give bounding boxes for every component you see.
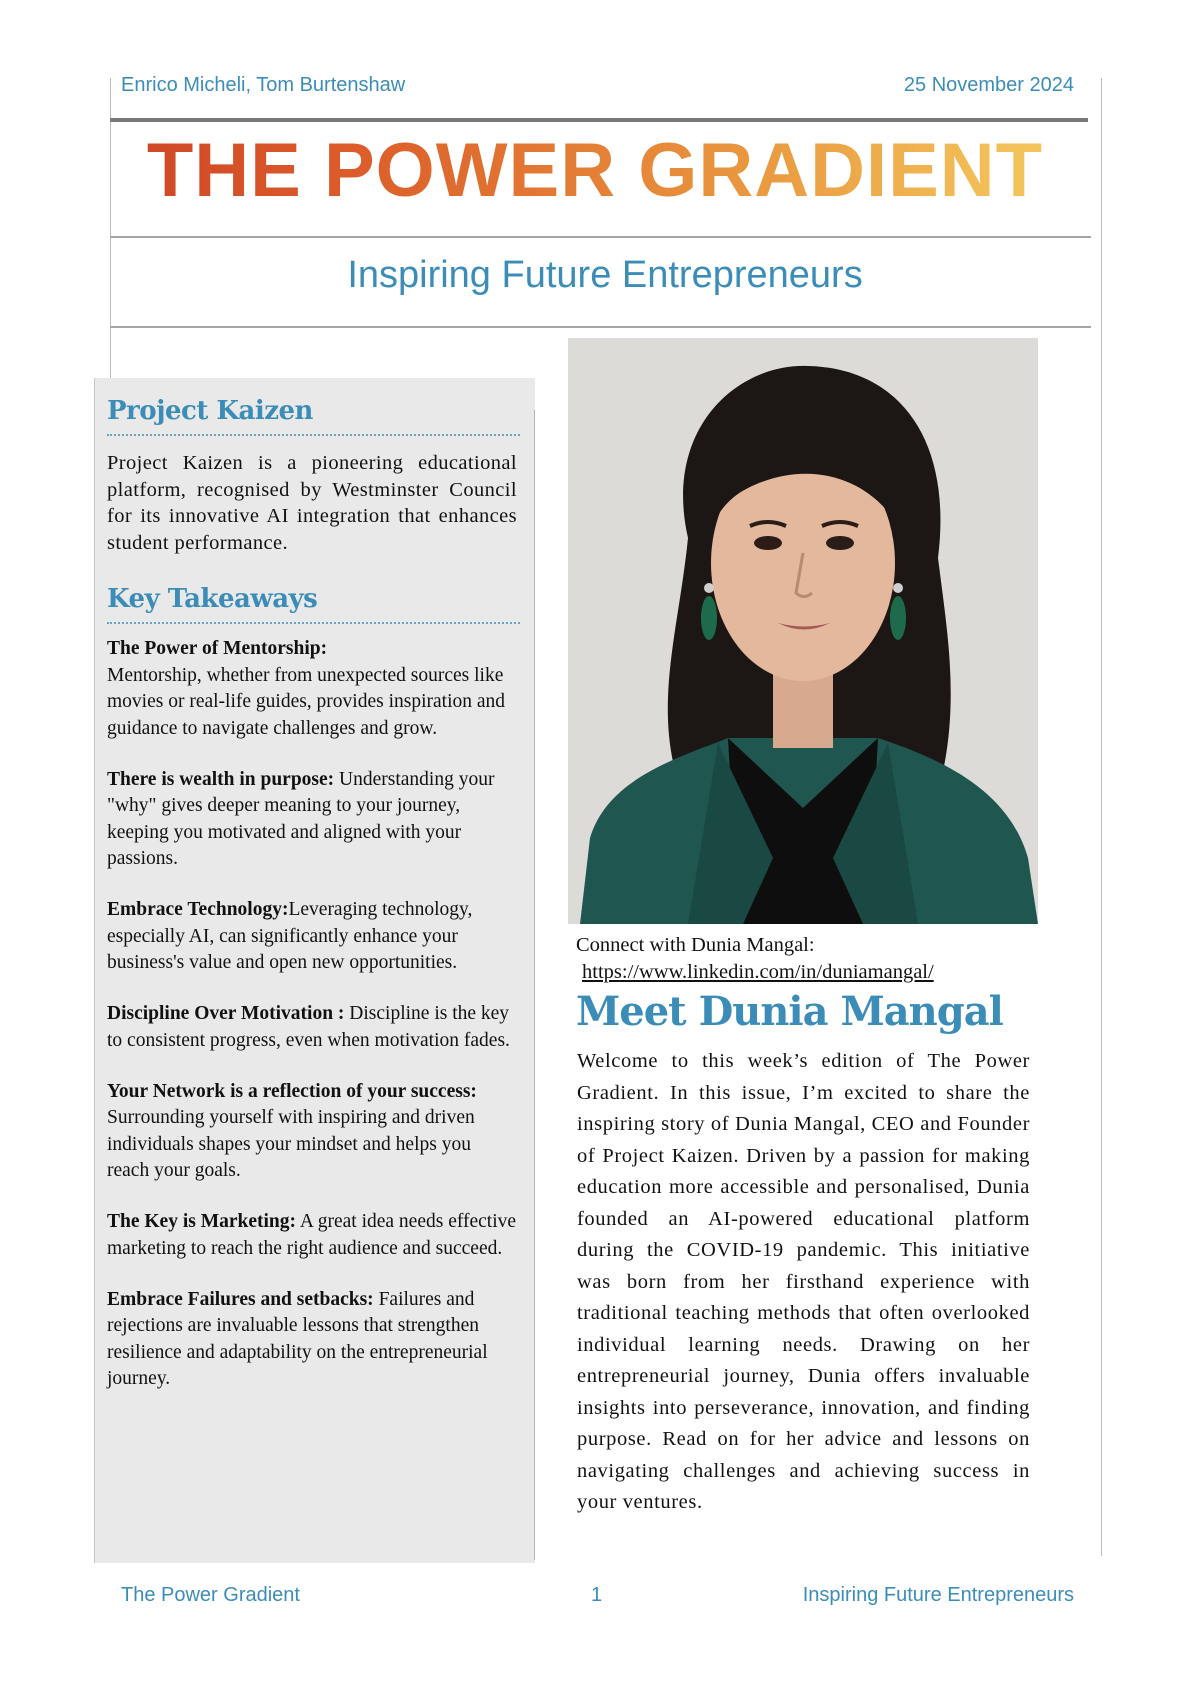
masthead-rule (110, 236, 1091, 238)
takeaway-title: Embrace Failures and setbacks: (107, 1288, 374, 1310)
takeaway-text: A great idea needs effective marketing to reach the right audience and succeed. (107, 1211, 517, 1259)
takeaway-text: Discipline is the key to consistent progress, even when motivation fades. (107, 1003, 510, 1051)
takeaway-text: Understanding your "why" gives deeper meaning to your journey, keeping you motivated and aligned with your passions. (107, 768, 495, 869)
takeaway-text: Mentorship, whether from unexpected sources like movies or real-life guides, provides inspiration and guidance to navigate challenges and grow. (107, 664, 506, 739)
takeaway-item (107, 1001, 517, 1054)
takeaway-item (107, 897, 517, 977)
takeaway-title: The Power of Mentorship: (107, 638, 328, 659)
article-intro: Welcome to this week’s edition of The Power Gradient. In this issue, I’m excited to share the inspiring story of Dunia Mangal, CEO and Founder of Project Kaizen. Driven by a passion for making education more accessible and personalised, Dunia founded an AI-powered educational platform during the COVID-19 pandemic. This initiative was born from her firsthand experience with traditional teaching methods that often overlooked individual learning needs. Drawing on her entrepreneurial journey, Dunia offers invaluable insights into perseverance, innovation, and finding purpose. Read on for her advice and lessons on navigating challenges and achieving success in your ventures. (577, 1050, 1030, 1513)
dotted-divider (107, 622, 520, 624)
footer-page-number: 1 (591, 1584, 603, 1606)
takeaway-text: Failures and rejections are invaluable lessons that strengthen resilience and adaptability on the entrepreneurial journey. (107, 1288, 488, 1389)
portrait-photo (568, 338, 1038, 924)
header-authors: Enrico Micheli, Tom Burtenshaw (121, 74, 406, 96)
article-title: Meet Dunia Mangal (576, 988, 1003, 1035)
takeaways-heading: Key Takeaways (107, 584, 318, 614)
takeaway-text: Leveraging technology, especially AI, can significantly enhance your business's value and open new opportunities. (107, 899, 473, 973)
takeaway-item (107, 1287, 517, 1393)
takeaway-title: Discipline Over Motivation : (107, 1003, 345, 1024)
header-date: 25 November 2024 (903, 74, 1074, 96)
project-heading: Project Kaizen (107, 396, 313, 426)
takeaways-list (107, 636, 517, 1393)
connect-label: Connect with Dunia Mangal: (576, 934, 815, 956)
header-rule (110, 118, 1088, 122)
takeaway-title: The Key is Marketing: (107, 1211, 297, 1232)
dotted-divider (107, 434, 520, 436)
right-margin-line (1101, 78, 1102, 1556)
page-subtitle: Inspiring Future Entrepreneurs (347, 254, 863, 296)
takeaway-item (107, 636, 517, 742)
subtitle-rule (110, 326, 1091, 328)
sidebar-edge-line (534, 410, 535, 1560)
takeaway-title: There is wealth in purpose: (107, 768, 335, 790)
footer-publication: The Power Gradient (121, 1584, 300, 1606)
linkedin-link[interactable]: https://www.linkedin.com/in/duniamangal/ (582, 961, 934, 983)
takeaway-item (107, 1209, 517, 1262)
sidebar (94, 378, 535, 1563)
left-margin-line (110, 78, 111, 378)
masthead-title: THE POWER GRADIENT (0, 128, 1190, 214)
takeaway-item (107, 767, 517, 873)
takeaway-title: Your Network is a reflection of your success: (107, 1080, 477, 1102)
takeaway-text: Surrounding yourself with inspiring and driven individuals shapes your mindset and helps you reach your goals. (107, 1107, 475, 1181)
takeaway-title: Embrace Technology: (107, 899, 289, 920)
footer-tagline: Inspiring Future Entrepreneurs (802, 1584, 1074, 1606)
takeaway-item (107, 1079, 517, 1185)
project-description: Project Kaizen is a pioneering educational platform, recognised by Westminster Council for its innovative AI integration that enhances student performance. (107, 452, 517, 554)
